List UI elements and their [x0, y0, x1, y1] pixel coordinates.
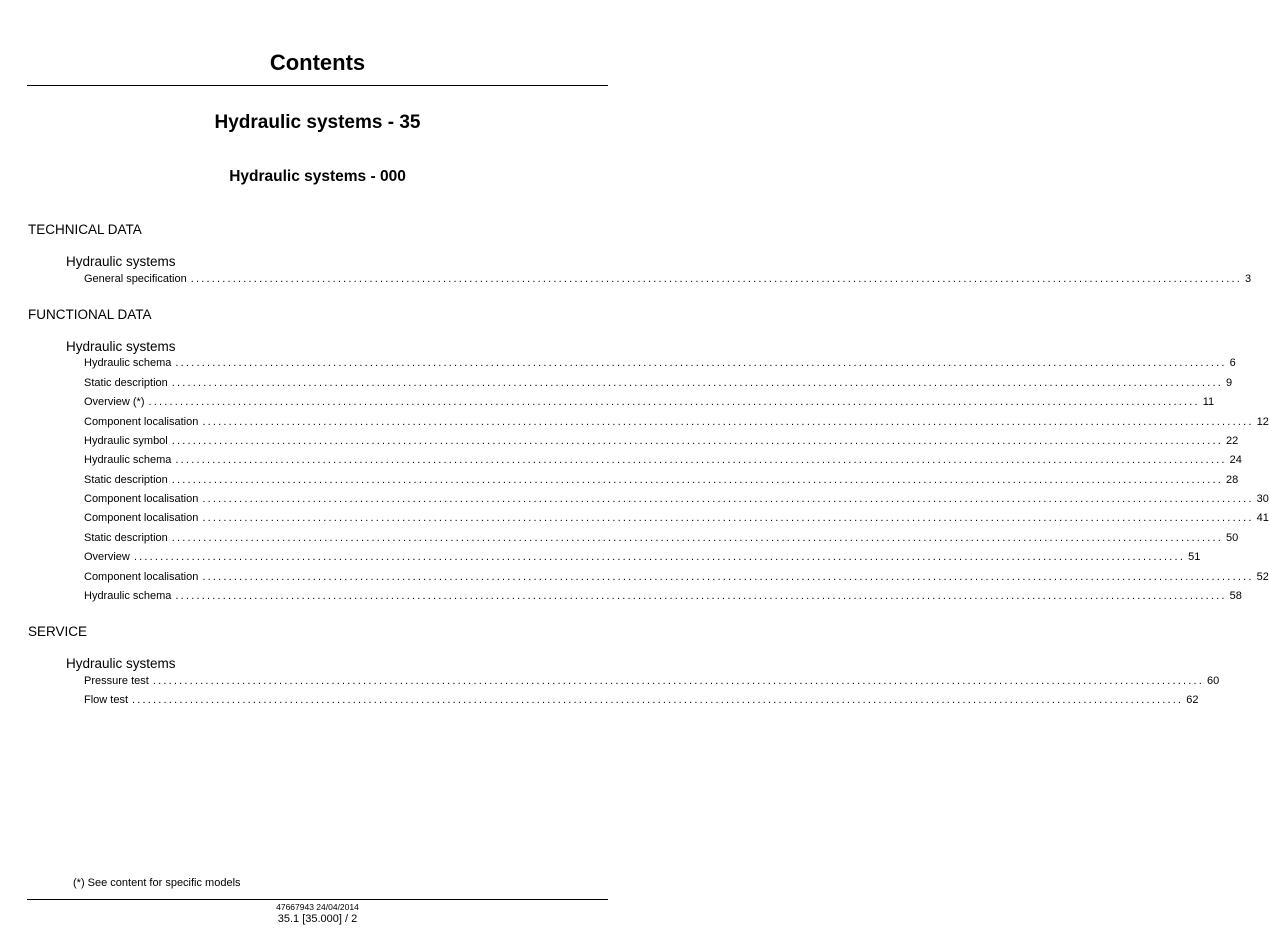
toc-entry[interactable]: [84, 435, 1239, 451]
toc-leader-dots: ........................................................................................................................................................................................................: [171, 435, 1223, 447]
toc-entry[interactable]: [84, 675, 1220, 691]
toc-entry-label: Component localisation: [84, 493, 199, 505]
toc-entry-label: Component localisation: [84, 416, 199, 428]
group-heading-functional-data: FUNCTIONAL DATA: [28, 307, 152, 322]
toc-entry[interactable]: [84, 454, 1242, 470]
toc-entry[interactable]: [84, 694, 1199, 710]
group-heading-service: SERVICE: [28, 624, 88, 639]
toc-entry-page: 12: [1256, 416, 1269, 428]
section-title: Hydraulic systems - 35: [214, 112, 421, 133]
page-number: 35.1 [35.000] / 2: [277, 913, 358, 925]
toc-entry-page: 51: [1188, 551, 1201, 563]
toc-entry[interactable]: [84, 474, 1239, 490]
toc-entry-label: Hydraulic schema: [84, 357, 172, 369]
toc-entry[interactable]: [84, 590, 1242, 606]
top-rule: [27, 85, 608, 86]
toc-entry[interactable]: [84, 377, 1233, 393]
toc-leader-dots: ........................................................................................................................................................................................................: [202, 416, 1254, 428]
toc-leader-dots: ........................................................................................................................................................................................................: [190, 273, 1242, 285]
page-title: Contents: [269, 50, 366, 75]
toc-leader-dots: ........................................................................................................................................................................................................: [171, 532, 1223, 544]
toc-entry-page: 58: [1229, 590, 1242, 602]
subgroup-heading: Hydraulic systems: [66, 339, 176, 354]
toc-entry-page: 22: [1225, 435, 1239, 447]
toc-entry-label: Hydraulic schema: [84, 454, 172, 466]
toc-entry[interactable]: [84, 551, 1201, 567]
bottom-rule: [27, 899, 608, 900]
toc-leader-dots: ........................................................................................................................................................................................................: [171, 474, 1223, 486]
toc-leader-dots: ........................................................................................................................................................................................................: [202, 493, 1254, 505]
toc-entry-label: Overview: [84, 551, 130, 563]
toc-entry-page: 41: [1256, 512, 1269, 524]
toc-leader-dots: ........................................................................................................................................................................................................: [175, 357, 1227, 369]
toc-entry[interactable]: [84, 493, 1269, 509]
toc-entry-page: 62: [1186, 694, 1199, 706]
toc-entry-label: Static description: [84, 377, 168, 389]
toc-entry-page: 11: [1202, 396, 1215, 408]
toc-leader-dots: ........................................................................................................................................................................................................: [202, 571, 1254, 583]
toc-entry-label: Component localisation: [84, 571, 199, 583]
toc-leader-dots: ........................................................................................................................................................................................................: [171, 377, 1223, 389]
toc-leader-dots: ........................................................................................................................................................................................................: [132, 694, 1184, 706]
subgroup-heading: Hydraulic systems: [66, 656, 176, 671]
toc-entry-page: 28: [1226, 474, 1239, 486]
toc-entry-label: Static description: [84, 532, 168, 544]
toc-entry[interactable]: [84, 571, 1269, 587]
toc-entry-page: 6: [1229, 357, 1236, 369]
toc-entry[interactable]: [84, 512, 1269, 528]
toc-entry[interactable]: [84, 396, 1215, 412]
toc-leader-dots: ........................................................................................................................................................................................................: [202, 512, 1254, 524]
toc-entry[interactable]: [84, 532, 1239, 548]
toc-entry-page: 3: [1244, 273, 1252, 285]
toc-entry-label: Pressure test: [84, 675, 149, 687]
toc-entry-label: General specification: [84, 273, 187, 285]
document-reference: 47667943 24/04/2014: [276, 902, 359, 912]
toc-entry-page: 52: [1256, 571, 1269, 583]
toc-leader-dots: ........................................................................................................................................................................................................: [148, 396, 1200, 408]
subgroup-heading: Hydraulic systems: [66, 254, 176, 269]
toc-entry-page: 30: [1256, 493, 1269, 505]
footnote: (*) See content for specific models: [73, 877, 241, 889]
group-heading-technical-data: TECHNICAL DATA: [28, 222, 142, 237]
toc-entry-label: Static description: [84, 474, 168, 486]
toc-entry-page: 50: [1226, 532, 1239, 544]
toc-entry-page: 24: [1229, 454, 1242, 466]
toc-entry-label: Flow test: [84, 694, 129, 706]
toc-entry[interactable]: [84, 416, 1269, 432]
toc-entry-label: Hydraulic schema: [84, 590, 172, 602]
toc-entry-label: Component localisation: [84, 512, 199, 524]
toc-leader-dots: ........................................................................................................................................................................................................: [133, 551, 1186, 563]
toc-entry[interactable]: [84, 357, 1236, 373]
toc-entry-page: 9: [1226, 377, 1233, 389]
toc-entry-label: Overview (*): [84, 396, 145, 408]
toc-entry-page: 60: [1207, 675, 1220, 687]
chapter-title: Hydraulic systems - 000: [229, 168, 406, 185]
toc-leader-dots: ........................................................................................................................................................................................................: [175, 454, 1227, 466]
toc-leader-dots: ........................................................................................................................................................................................................: [152, 675, 1205, 687]
toc-leader-dots: ........................................................................................................................................................................................................: [175, 590, 1227, 602]
toc-entry[interactable]: [84, 273, 1252, 289]
toc-entry-label: Hydraulic symbol: [84, 435, 168, 447]
